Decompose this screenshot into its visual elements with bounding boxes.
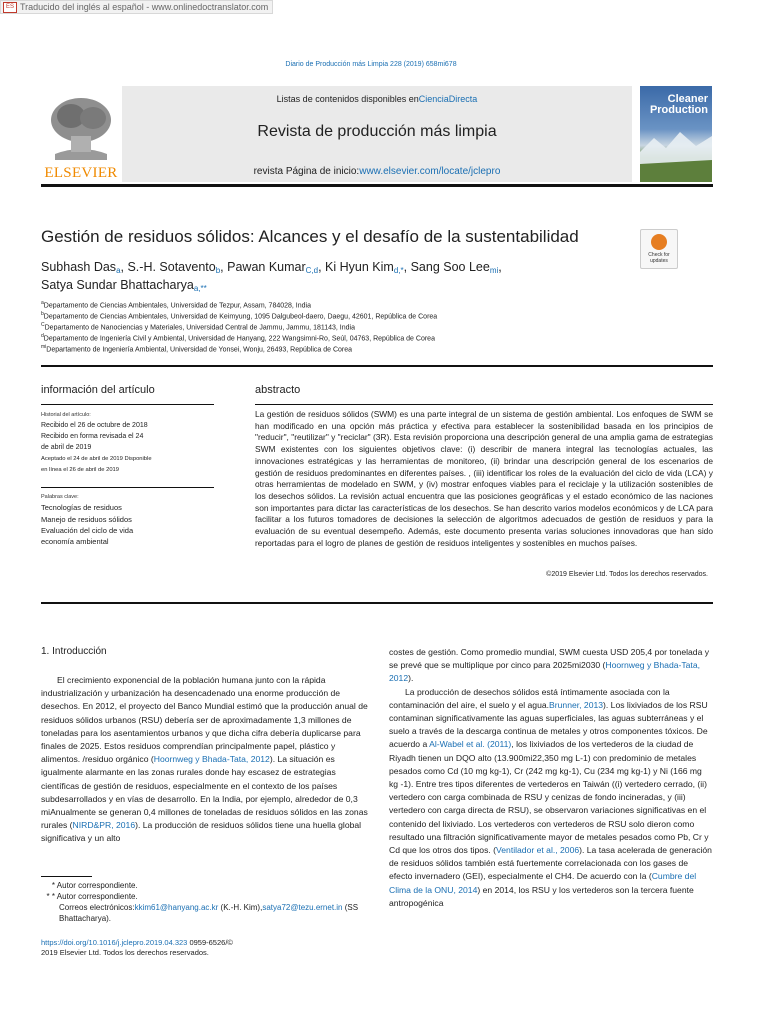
journal-reference-link[interactable]: Diario de Producción más Limpia 228 (2019) 658mi678 [285, 61, 457, 68]
author-name[interactable]: Sang Soo Lee [410, 260, 490, 274]
affiliation-d [41, 333, 435, 342]
abstract-copyright: ©2019 Elsevier Ltd. Todos los derechos reservados. [546, 571, 708, 578]
affiliation-e [41, 344, 352, 353]
doi-link[interactable]: https://doi.org/10.1016/j.jclepro.2019.04.323 [41, 938, 188, 947]
issn: 0959-6526/© [189, 938, 233, 947]
footnote-text: Autor correspondiente. [56, 881, 138, 890]
affiliation-text: Departamento de Ingeniería Civil y Ambiental, Universidad de Hanyang, 222 Wangsimni-Ro, Seúl, 04763, República de Corea [43, 335, 435, 343]
email-link-bhattacharya[interactable]: satya72@tezu.ernet.in [262, 903, 343, 912]
keywords-rule [41, 487, 214, 488]
author-affiliation-mark[interactable]: a,** [193, 284, 207, 293]
footnote-mark: * * [46, 892, 55, 901]
citation-link[interactable]: NIRD&PR, 2016 [72, 820, 136, 831]
author-separator: , [318, 260, 326, 274]
abstract-text: La gestión de residuos sólidos (SWM) es una parte integral de un sistema de gestión ambiental. Los enfoques de SWM se han modificado en una opción más práctica y efectiva para establecer la sostenibilidad basada en los principios de "reducir", "reutilizar" y "reciclar" (3R). Esta revisión proporciona una descripción general de una amplia gama de estrategias SWM existentes con los siguientes objetivos clave: (i) describir de manera integral las tecnologías actuales, las innovaciones estratégicas y las herramientas de monitoreo, (ii) brindar una descripción general de los escenarios de gestión de residuos predominantes en diferentes países. , (iii) identificar los roles de la evaluación del ciclo de vida (LCA) y otras herramientas de modelado en SWM, y (iv) mostrar enfoques viables para el reciclaje y la utilización sostenibles de los desechos sólidos. La revisión actual encuentra que las posiciones geográficas y el estado económico de las naciones son importantes para dictar las características de los desechos. Se han descrito varios modelos económicos y de LCA para facilitar a los futuros tomadores de decisiones la selección de algoritmos adecuados de gestión de residuos y para la evaluación de su eventual desempeño. Además, este documento presenta varias soluciones innovadoras que han sido reportadas para el logro de planes de gestión de residuos inteligentes y sostenibles en muchos países. [255, 409, 713, 548]
paragraph-text: ). La producción de residuos sólidos tiene una huella global significativa y un alto [41, 820, 362, 844]
paragraph-text: costes de gestión. Como promedio mundial, SWM cuesta USD 205,4 por tonelada y se prevé que se multiplique por cinco para 2025mi2030 ( [389, 647, 710, 671]
body-paragraph [389, 646, 713, 686]
rights-line: 2019 Elsevier Ltd. Todos los derechos reservados. [41, 948, 209, 957]
footnote-mark: * [51, 881, 55, 890]
publisher-name: ELSEVIER [44, 165, 118, 181]
body-paragraph [41, 674, 371, 846]
footnote-text: Autor correspondiente. [56, 892, 138, 901]
history-line: Recibido el 26 de octubre de 2018 [41, 422, 148, 429]
history-line: de abril de 2019 [41, 444, 92, 451]
abstract-heading: abstracto [255, 384, 301, 396]
affiliation-c [41, 322, 355, 331]
citation-link[interactable]: Brunner, 2013 [549, 699, 604, 710]
keyword: economía ambiental [41, 537, 109, 546]
article-info-heading: información del artículo [41, 384, 155, 396]
paragraph-text: ). La situación es igualmente alarmante en las zonas rurales donde hay escasez de estrategias científicas de gestión de residuos, especialmente en el contexto de los países subdesarrollados y en vías de desarrollo. En la India, por ejemplo, alrededor de 0,3 miAnualmente se generan 0,4 millones de toneladas de residuos sólidos en las zonas rurales ( [41, 754, 368, 831]
keyword: Tecnologías de residuos [41, 503, 122, 512]
article-info-rule [41, 404, 214, 405]
translator-badge-text: Traducido del inglés al español - www.onlinedoctranslator.com [20, 2, 269, 12]
citation-link[interactable]: Al-Wabel et al. (2011) [429, 739, 512, 750]
keyword: Evaluación del ciclo de vida [41, 526, 134, 535]
paragraph-text: ). Los lixiviados de los RSU contaminan significativamente las aguas superficiales, las aguas subterráneas y el suelo a través de la descarga continua de metales y otros componentes tóxicos. De acuerdo a [389, 699, 708, 750]
history-line: Aceptado el 24 de abril de 2019 Disponible [41, 456, 152, 462]
author-affiliation-mark[interactable]: d,* [393, 266, 404, 275]
author-separator: , [120, 260, 128, 274]
author-affiliation-mark[interactable]: b [215, 266, 221, 275]
body-paragraph [389, 686, 713, 910]
check-updates-line1: Check for [648, 252, 670, 258]
affiliation-text: Departamento de Ciencias Ambientales, Universidad de Tezpur, Assam, 784028, India [43, 302, 311, 310]
affiliation-mark: C [41, 322, 45, 328]
author-affiliation-mark[interactable]: mi [489, 266, 499, 275]
article-title: Gestión de residuos sólidos: Alcances y el desafío de la sustentabilidad [41, 227, 579, 246]
author-name[interactable]: S.-H. Sotavento [127, 260, 216, 274]
affiliation-text: Departamento de Nanociencias y Materiales, Universidad Central de Jammu, Jammu, 181143, India [44, 324, 355, 332]
footnote-emails [41, 902, 371, 924]
citation-link[interactable]: Hoornweg y Bhada-Tata, 2012 [153, 754, 270, 765]
emails-label: Correos electrónicos: [59, 903, 135, 912]
affiliation-text: Departamento de Ciencias Ambientales, Universidad de Keimyung, 1095 Dalgubeol-daero, Daegu, 42601, República de Corea [43, 313, 438, 321]
contents-available [122, 94, 632, 104]
homepage-link[interactable]: www.elsevier.com/locate/jclepro [359, 166, 501, 177]
paragraph-text: La producción de desechos sólidos está íntimamente asociada con la contaminación del aire, el suelo y el agua. [389, 686, 670, 710]
author-name[interactable]: Ki Hyun Kim [325, 260, 394, 274]
citation-link[interactable]: Cumbre del Clima de la ONU, 2014 [389, 871, 697, 895]
paragraph-text: ). [408, 673, 414, 684]
cover-landscape-icon [640, 126, 712, 182]
contents-prefix: Listas de contenidos disponibles en [276, 94, 419, 104]
citation-link[interactable]: Ventilador et al., 2006 [496, 845, 580, 856]
journal-title: Revista de producción más limpia [257, 123, 497, 140]
author-affiliation-mark[interactable]: a [116, 266, 121, 275]
authors-line-2 [41, 278, 207, 292]
meta-top-rule [41, 365, 713, 367]
keywords-label: Palabras clave: [41, 494, 79, 500]
affiliation-mark: mi [41, 344, 47, 350]
history-line: Recibido en forma revisada el 24 [41, 433, 144, 440]
affiliation-b [41, 311, 437, 320]
footnote-1 [41, 880, 138, 891]
author-name[interactable]: Satya Sundar Bhattacharya [41, 278, 194, 292]
author-separator: , [403, 260, 411, 274]
authors-line-1 [41, 260, 502, 274]
check-updates-line2: updates [650, 258, 668, 264]
journal-cover-image[interactable] [640, 86, 712, 182]
affiliation-mark: a [41, 300, 44, 306]
affiliation-mark: b [41, 311, 44, 317]
translator-badge[interactable] [0, 0, 273, 14]
sciencedirect-link[interactable]: CienciaDirecta [418, 94, 478, 104]
author-name[interactable]: Subhash Das [41, 260, 117, 274]
cover-title: Cleaner Production [649, 93, 708, 116]
author-separator: , [220, 260, 228, 274]
affiliation-a [41, 300, 311, 309]
intro-column-1 [41, 674, 371, 846]
author-name[interactable]: Pawan Kumar [227, 260, 306, 274]
history-line: en línea el 26 de abril de 2019 [41, 467, 119, 473]
footnote-2 [41, 891, 138, 902]
paragraph-text: , los lixiviados de los vertederos de la ciudad de Riyadh tienen un DQO alto (13.900mi22,350 mg L-1) con predominio de metales pesados como Cd (10 mg kg-1), Cr (242 mg kg-1), Cu (234 mg kg-1) y Ni (166 mg kg -1). Entre tres tipos diferentes de vertederos en Taiwán ((i) vertedero cerrado, (ii) vertedero con carga combinada de RSU y cenizas de fondo incineradas, y (iii) vertedero con carga directa de RSU), se observaron variaciones significativas en el contenido del lixiviado. Los vertederos con vertederos de RSU solo dieron como resultado una filtración significativamente mayor de metales pesados como Pb, Cr y Cd que los otros dos tipos. ( [389, 739, 709, 856]
author-affiliation-mark[interactable]: C,d [305, 266, 319, 275]
email-owner: (K.-H. Kim), [220, 903, 263, 912]
check-for-updates-button[interactable] [640, 229, 678, 269]
journal-homepage [122, 166, 632, 177]
keyword: Manejo de residuos sólidos [41, 515, 132, 524]
check-updates-label [641, 252, 677, 264]
abstract-rule [255, 404, 713, 405]
paragraph-text: ) en 2014, los RSU y los vertederos son la tercera fuente antropogénica [389, 884, 694, 908]
section-heading-introduction: 1. Introducción [41, 646, 107, 657]
translate-icon: ES [3, 2, 17, 13]
affiliation-text: Departamento de Ingeniería Ambiental, Universidad de Yonsei, Wonju, 26493, República de Corea [46, 346, 353, 354]
meta-bottom-rule [41, 602, 713, 604]
email-owner: (SS Bhattacharya). [59, 903, 359, 923]
paragraph-text: ). La tasa acelerada de generación de residuos sólidos también está fuertemente correlacionada con los gases de efecto invernadero (GEI), especialmente el CH4. De acuerdo con la ( [389, 845, 712, 882]
homepage-prefix: revista Página de inicio: [253, 166, 360, 177]
intro-column-2 [389, 646, 713, 910]
check-updates-icon [651, 234, 667, 250]
history-label: Historial del artículo: [41, 412, 91, 418]
citation-link[interactable]: Hoornweg y Bhada-Tata, 2012 [389, 660, 700, 684]
header-rule [41, 184, 713, 187]
footnote-rule [41, 876, 92, 877]
affiliation-mark: d [41, 333, 44, 339]
author-separator: , [498, 260, 502, 274]
paragraph-text: El crecimiento exponencial de la población humana junto con la rápida industrialización y urbanización ha desencadenado una enorme producción de desechos. En 2012, el proyecto del Banco Mundial estimó que la producción anual de residuos sólidos urbanos (RSU) debería ser de aproximadamente 1,3 millones de toneladas para los asentamientos urbanos y que dicha cifra debería duplicarse para finales de 2025. Estos residuos comprendían principalmente papel, plástico y alimentos. /residuo orgánico ( [41, 675, 368, 765]
email-link-kim[interactable]: kkim61@hanyang.ac.kr [134, 903, 219, 912]
